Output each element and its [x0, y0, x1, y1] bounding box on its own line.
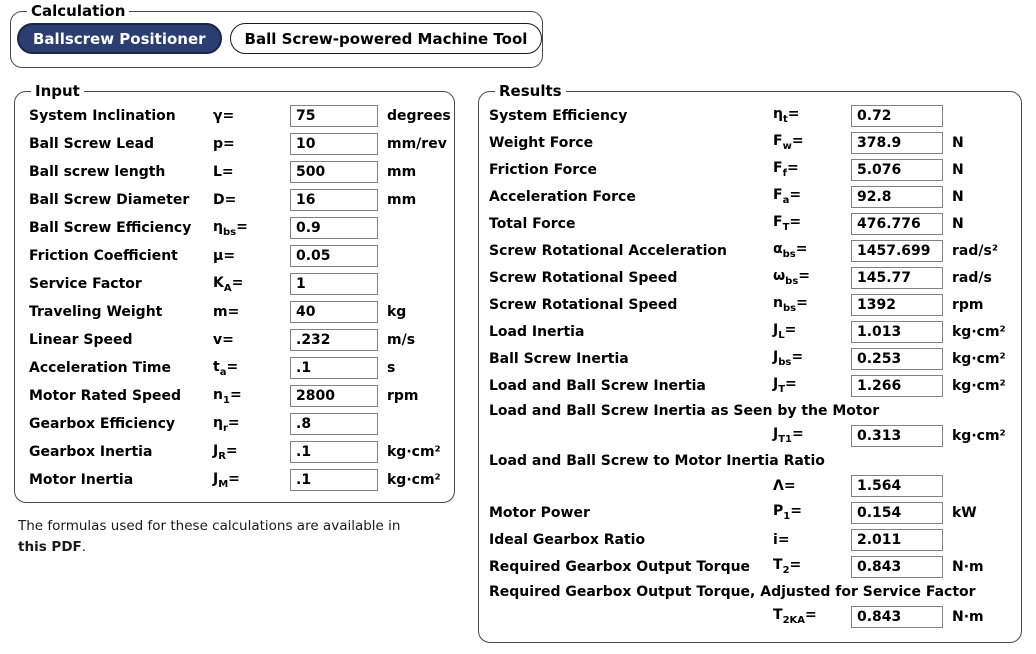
result-field[interactable]	[851, 606, 943, 628]
input-row-label: Motor Rated Speed	[29, 388, 182, 404]
result-field[interactable]	[851, 375, 943, 397]
results-row-symbol: $P_1=$	[773, 503, 802, 522]
input-field[interactable]	[290, 189, 378, 211]
results-row	[489, 603, 1021, 630]
results-row-unit: N	[952, 134, 964, 151]
results-row	[489, 156, 1021, 183]
results-row-symbol: $T_2=$	[773, 557, 802, 576]
results-row-label: Weight Force	[489, 134, 594, 151]
note-suffix: .	[81, 539, 87, 555]
results-row-symbol: $J_{T1}=$	[773, 426, 804, 445]
results-rows	[479, 100, 1021, 630]
results-row-symbol: $F_f=$	[773, 160, 799, 179]
results-row	[489, 102, 1021, 129]
results-row-symbol: $F_w=$	[773, 133, 804, 152]
results-row-unit: kg·cm²	[952, 377, 1006, 394]
ballscrew-positioner-button[interactable]: Ballscrew Positioner	[17, 23, 222, 54]
input-row-label: Ball Screw Lead	[29, 136, 155, 152]
result-field[interactable]	[851, 348, 943, 370]
note-text: The formulas used for these calculations are available in	[18, 518, 401, 534]
input-row-label: Gearbox Inertia	[29, 444, 153, 460]
results-row-unit: kg·cm²	[952, 323, 1006, 340]
results-row-unit: N·m	[952, 558, 984, 575]
input-field[interactable]	[290, 329, 378, 351]
input-row-symbol: $\eta_r=$	[213, 414, 240, 434]
results-row-label: Screw Rotational Speed	[489, 296, 678, 313]
results-row-symbol: $\eta_t=$	[773, 106, 800, 125]
input-row	[29, 158, 454, 186]
input-row-symbol: D=	[213, 192, 237, 208]
formula-note	[18, 516, 454, 558]
results-row-unit: kW	[952, 504, 977, 521]
input-row-unit: mm	[387, 192, 417, 208]
input-row-unit: kg·cm²	[387, 472, 441, 488]
input-row-symbol: m=	[213, 304, 240, 320]
results-row-label: Required Gearbox Output Torque	[489, 558, 751, 575]
results-row-symbol: $J_{bs}=$	[773, 349, 804, 368]
input-row-label: System Inclination	[29, 108, 176, 124]
input-row	[29, 242, 454, 270]
input-row-label: Motor Inertia	[29, 472, 134, 488]
input-row-unit: m/s	[387, 332, 416, 348]
result-field[interactable]	[851, 321, 943, 343]
input-field[interactable]	[290, 469, 378, 491]
results-row-label: Motor Power	[489, 504, 590, 521]
input-field[interactable]	[290, 385, 378, 407]
input-row-symbol: $J_M=$	[213, 470, 240, 490]
input-row-unit: degrees	[387, 108, 451, 124]
input-row-unit: s	[387, 360, 396, 376]
results-row-symbol: $\alpha_{bs}=$	[773, 241, 808, 260]
input-row-label: Ball screw length	[29, 164, 166, 180]
input-row	[29, 298, 454, 326]
input-row	[29, 186, 454, 214]
results-row	[489, 129, 1021, 156]
result-field[interactable]	[851, 105, 943, 127]
results-row-label-wide: Load and Ball Screw Inertia as Seen by the Motor	[489, 402, 880, 419]
results-row	[489, 291, 1021, 318]
result-field[interactable]	[851, 267, 943, 289]
pdf-link[interactable]: this PDF	[18, 539, 82, 555]
results-row-symbol: $J_T=$	[773, 376, 797, 395]
results-row-label-wide: Required Gearbox Output Torque, Adjusted for Service Factor	[489, 583, 976, 600]
results-row-label-wide: Load and Ball Screw to Motor Inertia Ratio	[489, 452, 825, 469]
result-field[interactable]	[851, 425, 943, 447]
input-field[interactable]	[290, 161, 378, 183]
input-row-symbol: v=	[213, 332, 234, 348]
result-field[interactable]	[851, 132, 943, 154]
input-row	[29, 214, 454, 242]
results-row-label: Load and Ball Screw Inertia	[489, 377, 706, 394]
input-field[interactable]	[290, 245, 378, 267]
input-fieldset	[14, 82, 455, 503]
input-rows	[15, 100, 454, 494]
results-row-unit: rad/s	[952, 269, 992, 286]
results-row-unit: rad/s²	[952, 242, 998, 259]
results-row	[489, 237, 1021, 264]
input-row-label: Acceleration Time	[29, 360, 171, 376]
results-row	[489, 553, 1021, 580]
input-row-unit: rpm	[387, 388, 419, 404]
results-row	[489, 422, 1021, 449]
calculation-button-group	[11, 20, 542, 54]
results-row-label: Screw Rotational Speed	[489, 269, 678, 286]
results-row	[489, 210, 1021, 237]
input-row-symbol: μ=	[213, 248, 236, 264]
results-row	[489, 183, 1021, 210]
input-row-label: Linear Speed	[29, 332, 133, 348]
input-field[interactable]	[290, 413, 378, 435]
input-row-unit: mm/rev	[387, 136, 447, 152]
input-row-unit: kg	[387, 304, 407, 320]
calculation-fieldset	[10, 2, 543, 68]
results-row-label: Ball Screw Inertia	[489, 350, 629, 367]
results-row-label: Acceleration Force	[489, 188, 636, 205]
input-field[interactable]	[290, 217, 378, 239]
results-row-label: Load Inertia	[489, 323, 585, 340]
input-field[interactable]	[290, 441, 378, 463]
input-field[interactable]	[290, 357, 378, 379]
input-row-label: Ball Screw Efficiency	[29, 220, 192, 236]
input-row-symbol: $K_A=$	[213, 274, 244, 294]
input-row	[29, 438, 454, 466]
results-legend: Results	[499, 82, 562, 100]
input-field[interactable]	[290, 273, 378, 295]
results-row	[489, 499, 1021, 526]
input-row-symbol: L=	[213, 164, 234, 180]
results-row-symbol: $\omega_{bs}=$	[773, 268, 811, 287]
input-field[interactable]	[290, 105, 378, 127]
result-field[interactable]	[851, 556, 943, 578]
results-row	[489, 372, 1021, 399]
result-field[interactable]	[851, 186, 943, 208]
results-row-symbol: $n_{bs}=$	[773, 295, 808, 314]
input-row-label: Friction Coefficient	[29, 248, 178, 264]
input-row	[29, 326, 454, 354]
results-row-label: Friction Force	[489, 161, 597, 178]
result-field[interactable]	[851, 159, 943, 181]
input-row	[29, 130, 454, 158]
input-row-label: Service Factor	[29, 276, 142, 292]
results-row-symbol: $J_L=$	[773, 322, 797, 341]
results-row-symbol: $F_T=$	[773, 214, 802, 233]
input-legend: Input	[35, 82, 80, 100]
input-row-symbol: $t_a=$	[213, 358, 239, 378]
input-row	[29, 102, 454, 130]
input-row-label: Ball Screw Diameter	[29, 192, 190, 208]
results-row-unit: N·m	[952, 608, 984, 625]
calculation-legend: Calculation	[31, 2, 126, 20]
result-field[interactable]	[851, 240, 943, 262]
results-row-symbol: Λ=	[773, 477, 796, 494]
input-row	[29, 466, 454, 494]
results-row	[489, 526, 1021, 553]
input-field[interactable]	[290, 301, 378, 323]
input-row-symbol: p=	[213, 136, 235, 152]
result-field[interactable]	[851, 213, 943, 235]
result-field[interactable]	[851, 294, 943, 316]
results-row-label: Ideal Gearbox Ratio	[489, 531, 646, 548]
input-row-symbol: $J_R=$	[213, 442, 238, 462]
results-row-unit: kg·cm²	[952, 427, 1006, 444]
input-field[interactable]	[290, 133, 378, 155]
input-row-symbol: γ=	[213, 108, 235, 124]
results-row-unit: N	[952, 161, 964, 178]
results-row	[489, 472, 1021, 499]
input-row-label: Gearbox Efficiency	[29, 416, 176, 432]
results-row-symbol: i=	[773, 531, 790, 548]
input-row	[29, 382, 454, 410]
input-row	[29, 354, 454, 382]
results-row	[489, 264, 1021, 291]
results-row	[489, 318, 1021, 345]
results-row-label: Screw Rotational Acceleration	[489, 242, 727, 259]
results-row-unit: rpm	[952, 296, 984, 313]
results-row-label: System Efficiency	[489, 107, 628, 124]
results-row-unit: N	[952, 215, 964, 232]
results-row-unit: kg·cm²	[952, 350, 1006, 367]
input-row-label: Traveling Weight	[29, 304, 163, 320]
input-row	[29, 270, 454, 298]
results-row	[489, 345, 1021, 372]
result-field[interactable]	[851, 475, 943, 497]
results-fieldset	[478, 82, 1022, 643]
input-row-unit: mm	[387, 164, 417, 180]
results-row-symbol: $F_a=$	[773, 187, 802, 206]
input-row	[29, 410, 454, 438]
results-row-label: Total Force	[489, 215, 576, 232]
results-row-unit: N	[952, 188, 964, 205]
ball-screw-machine-tool-button[interactable]: Ball Screw-powered Machine Tool	[230, 23, 543, 54]
result-field[interactable]	[851, 529, 943, 551]
input-row-symbol: $\eta_{bs}=$	[213, 218, 248, 238]
input-row-unit: kg·cm²	[387, 444, 441, 460]
input-row-symbol: $n_1=$	[213, 386, 242, 406]
result-field[interactable]	[851, 502, 943, 524]
results-row-symbol: $T_{2KA}=$	[773, 607, 817, 626]
